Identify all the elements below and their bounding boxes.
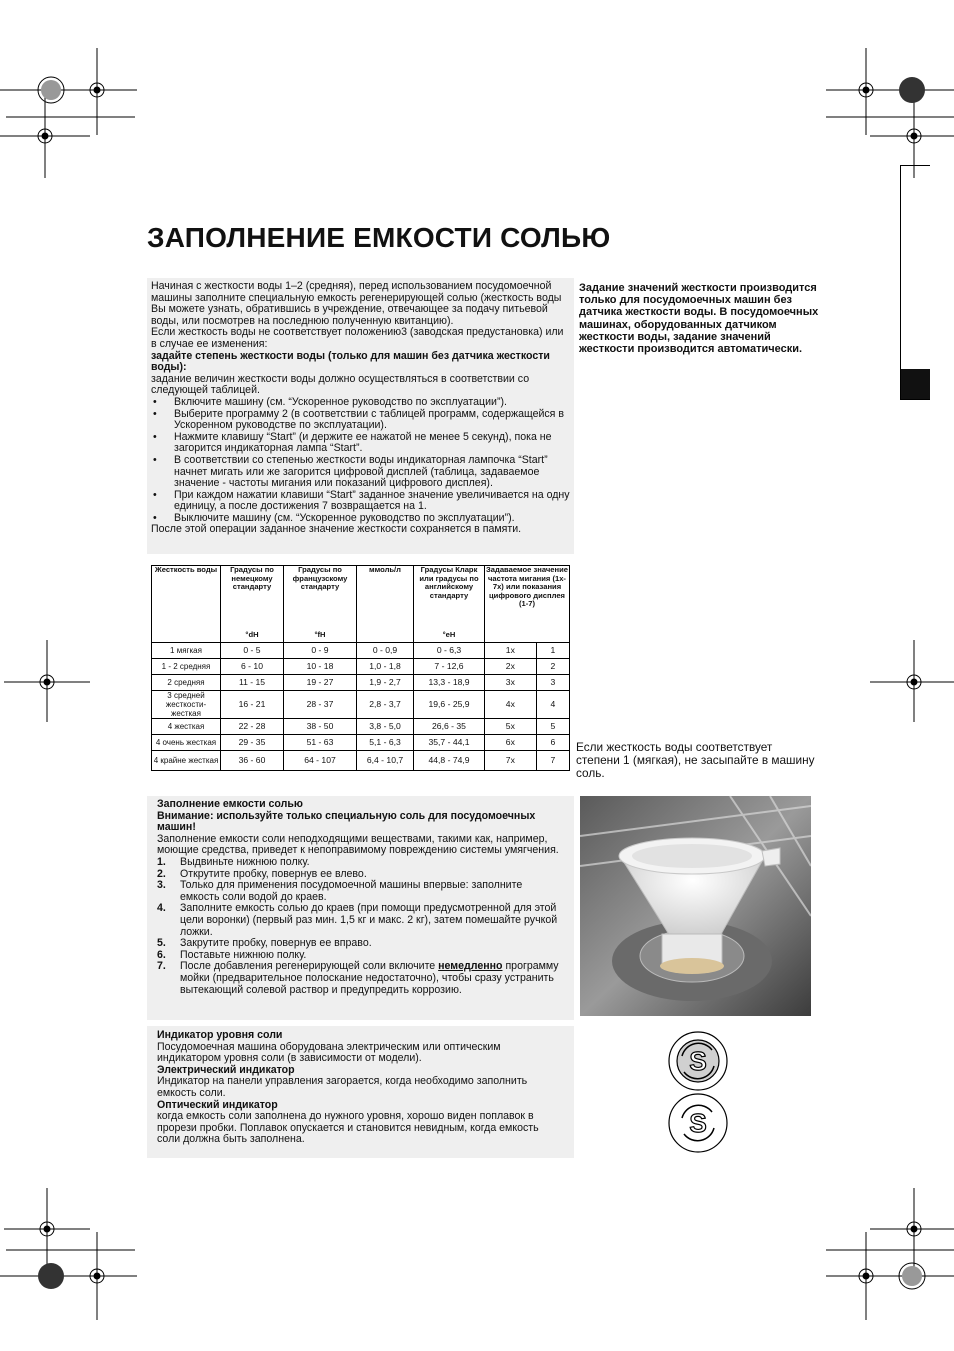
table-header: ммоль/л: [357, 566, 414, 643]
table-cell: 4 очень жесткая: [152, 735, 221, 751]
table-cell: 1x: [485, 643, 537, 659]
page-title: ЗАПОЛНЕНИЕ ЕМКОСТИ СОЛЬЮ: [147, 222, 611, 253]
table-header: Градусы Кларк или градусы по английскому стандарту °eH: [414, 566, 485, 643]
table-cell: 4 крайне жесткая: [152, 751, 221, 771]
salt-fill-panel: [147, 796, 574, 1020]
table-header: Жесткость воды: [152, 566, 221, 643]
table-cell: 7 - 12,6: [414, 659, 485, 675]
list-item: 5. Закрутите пробку, повернув ее вправо.: [157, 937, 372, 950]
salt-indicator-panel: [147, 1026, 574, 1158]
table-cell: 51 - 63: [284, 735, 357, 751]
table-cell: 3: [536, 675, 569, 691]
table-cell: 11 - 15: [221, 675, 284, 691]
table-row: [152, 691, 570, 719]
svg-text:S: S: [689, 1046, 707, 1076]
salt-warning: Внимание: используйте только специальную соль для посудомоечных машин!: [157, 809, 536, 834]
table-cell: 3,8 - 5,0: [357, 719, 414, 735]
svg-text:S: S: [689, 1108, 707, 1138]
table-row: [152, 659, 570, 675]
table-cell: 1 - 2 средняя: [152, 659, 221, 675]
sensor-note: Задание значений жесткости производится только для посудомоечных машин без датчика жесткости воды. В посудомоечных машинах, оборудованных датчиком жесткости воды, задание значений жесткости производится автоматически.: [579, 282, 819, 356]
table-cell: 19,6 - 25,9: [414, 691, 485, 719]
table-cell: 1 мягкая: [152, 643, 221, 659]
table-cell: 19 - 27: [284, 675, 357, 691]
intro-panel: [147, 278, 574, 554]
table-row: [152, 735, 570, 751]
intro-text-1: Начиная с жесткости воды 1–2 (средняя), перед использованием посудомоечной машины заполните специальную емкость регенерирующей солью (жесткость воды Вы можете узнать, обратившись в учреждение, отвечающее за подачу питьевой воды, или посмотрев на последнюю полученную квитанцию).: [151, 280, 562, 327]
table-cell: 64 - 107: [284, 751, 357, 771]
table-cell: 6x: [485, 735, 537, 751]
salt-heading: Заполнение емкости солью: [157, 798, 303, 810]
table-cell: 2,8 - 3,7: [357, 691, 414, 719]
soft-water-note: Если жесткость воды соответствует степени 1 (мягкая), не засыпайте в машину соль.: [576, 740, 815, 780]
electric-indicator-text: Индикатор на панели управления загорается, когда необходимо заполнить емкость соли.: [157, 1075, 528, 1099]
table-cell: 26,6 - 35: [414, 719, 485, 735]
salt-text: Заполнение емкости соли неподходящими веществами, такими как, например, моющие средства, приведет к непоправимому повреждению системы умягчения.: [157, 832, 559, 857]
table-cell: 0 - 6,3: [414, 643, 485, 659]
table-cell: 28 - 37: [284, 691, 357, 719]
list-item: • Включите машину (см. “Ускоренное руководство по эксплуатации”).: [151, 397, 570, 409]
table-cell: 38 - 50: [284, 719, 357, 735]
list-item: 7. После добавления регенерирующей соли включите немедленно программу мойки (предварительное полоскание недостаточно), чтобы сразу устранить вытекающий солевой раствор и предупредить коррозию.: [157, 960, 559, 996]
indicator-text: Посудомоечная машина оборудована электрическим или оптическим индикатором уровня соли (в зависимости от модели).: [157, 1040, 501, 1065]
table-cell: 2 средняя: [152, 675, 221, 691]
table-row: [152, 643, 570, 659]
table-cell: 3 средней жесткости-жесткая: [152, 691, 221, 719]
table-cell: 7x: [485, 751, 537, 771]
funnel-photo: [580, 796, 811, 1016]
table-cell: 22 - 28: [221, 719, 284, 735]
table-cell: 7: [536, 751, 569, 771]
table-cell: 5: [536, 719, 569, 735]
table-cell: 4: [536, 691, 569, 719]
table-row: [152, 675, 570, 691]
table-header: Градусы по немецкому стандарту °dH: [221, 566, 284, 643]
list-item: 6. Поставьте нижнюю полку.: [157, 948, 307, 961]
list-item: • Выключите машину (см. “Ускоренное руководство по эксплуатации”).: [151, 513, 570, 525]
indicator-heading: Индикатор уровня соли: [157, 1029, 283, 1041]
table-cell: 5,1 - 6,3: [357, 735, 414, 751]
list-item: 4. Заполните емкость солью до краев (при помощи предусмотренной для этой цели воронки) (первый раз мин. 1,5 кг и макс. 2 кг), затем помешайте ручкой ложки.: [157, 902, 558, 938]
list-item: • Выберите программу 2 (в соответствии с таблицей программ, содержащейся в Ускоренном руководстве по эксплуатации).: [151, 409, 570, 432]
intro-text-4: задание величин жесткости воды должно осуществляться в соответствии со следующей таблицей.: [151, 372, 530, 397]
table-cell: 2: [536, 659, 569, 675]
list-item: • В соответствии со степенью жесткости воды индикаторная лампочка “Start” начнет мигать или же загорится цифровой дисплей (таблица, задаваемое значение - частоты мигания или показаний цифрового дисплея).: [151, 455, 570, 490]
table-cell: 35,7 - 44,1: [414, 735, 485, 751]
electric-indicator-heading: Электрический индикатор: [157, 1063, 295, 1076]
list-item: • Нажмите клавишу “Start” (и держите ее нажатой не менее 5 секунд), пока не загорится индикаторная лампа “Start”.: [151, 432, 570, 455]
table-cell: 6 - 10: [221, 659, 284, 675]
list-item: • При каждом нажатии клавиши “Start” заданное значение увеличивается на одну единицу, а после достижения 7 возвращается на 1.: [151, 490, 570, 513]
table-cell: 1,0 - 1,8: [357, 659, 414, 675]
intro-instruction: задайте степень жесткости воды (только для машин без датчика жесткости воды):: [151, 349, 550, 374]
optical-indicator-heading: Оптический индикатор: [157, 1098, 278, 1111]
list-item: 2. Открутите пробку, повернув ее влево.: [157, 867, 367, 880]
section-tab: [900, 165, 930, 400]
table-header: Градусы по французскому стандарту °fH: [284, 566, 357, 643]
list-item: 1. Выдвиньте нижнюю полку.: [157, 855, 310, 868]
table-cell: 36 - 60: [221, 751, 284, 771]
table-header: Задаваемое значение частота мигания (1x-7x) или показания цифрового дисплея (1-7): [485, 566, 570, 643]
table-row: [152, 751, 570, 771]
table-cell: 5x: [485, 719, 537, 735]
table-cell: 10 - 18: [284, 659, 357, 675]
table-cell: 2x: [485, 659, 537, 675]
table-cell: 0 - 9: [284, 643, 357, 659]
list-item: 3. Только для применения посудомоечной машины впервые: заполните емкость соли водой до краев.: [157, 879, 523, 903]
intro-text-2: Если жесткость воды не соответствует положению3 (заводская предустановка) или в случае ее изменения:: [151, 326, 564, 350]
table-cell: 4 жесткая: [152, 719, 221, 735]
table-cell: 6,4 - 10,7: [357, 751, 414, 771]
table-cell: 1: [536, 643, 569, 659]
table-cell: 16 - 21: [221, 691, 284, 719]
table-cell: 0 - 0,9: [357, 643, 414, 659]
intro-text-5: После этой операции заданное значение жесткости сохраняется в памяти.: [151, 523, 522, 536]
optical-indicator-text: когда емкость соли заполнена до нужного уровня, хорошо виден поплавок в прорези пробки. Поплавок опускается и становится невидным, когда емкость соли должна быть заполнена.: [157, 1110, 539, 1146]
salt-steps: [157, 857, 564, 996]
table-cell: 4x: [485, 691, 537, 719]
table-cell: 3x: [485, 675, 537, 691]
table-row: [152, 719, 570, 735]
table-cell: 0 - 5: [221, 643, 284, 659]
table-cell: 6: [536, 735, 569, 751]
table-cell: 1,9 - 2,7: [357, 675, 414, 691]
table-cell: 29 - 35: [221, 735, 284, 751]
table-cell: 44,8 - 74,9: [414, 751, 485, 771]
table-cell: 13,3 - 18,9: [414, 675, 485, 691]
salt-indicator-icon-empty: [667, 1092, 729, 1154]
intro-steps: [151, 397, 570, 525]
hardness-table: [151, 565, 570, 771]
salt-indicator-icon-filled: [667, 1030, 729, 1092]
